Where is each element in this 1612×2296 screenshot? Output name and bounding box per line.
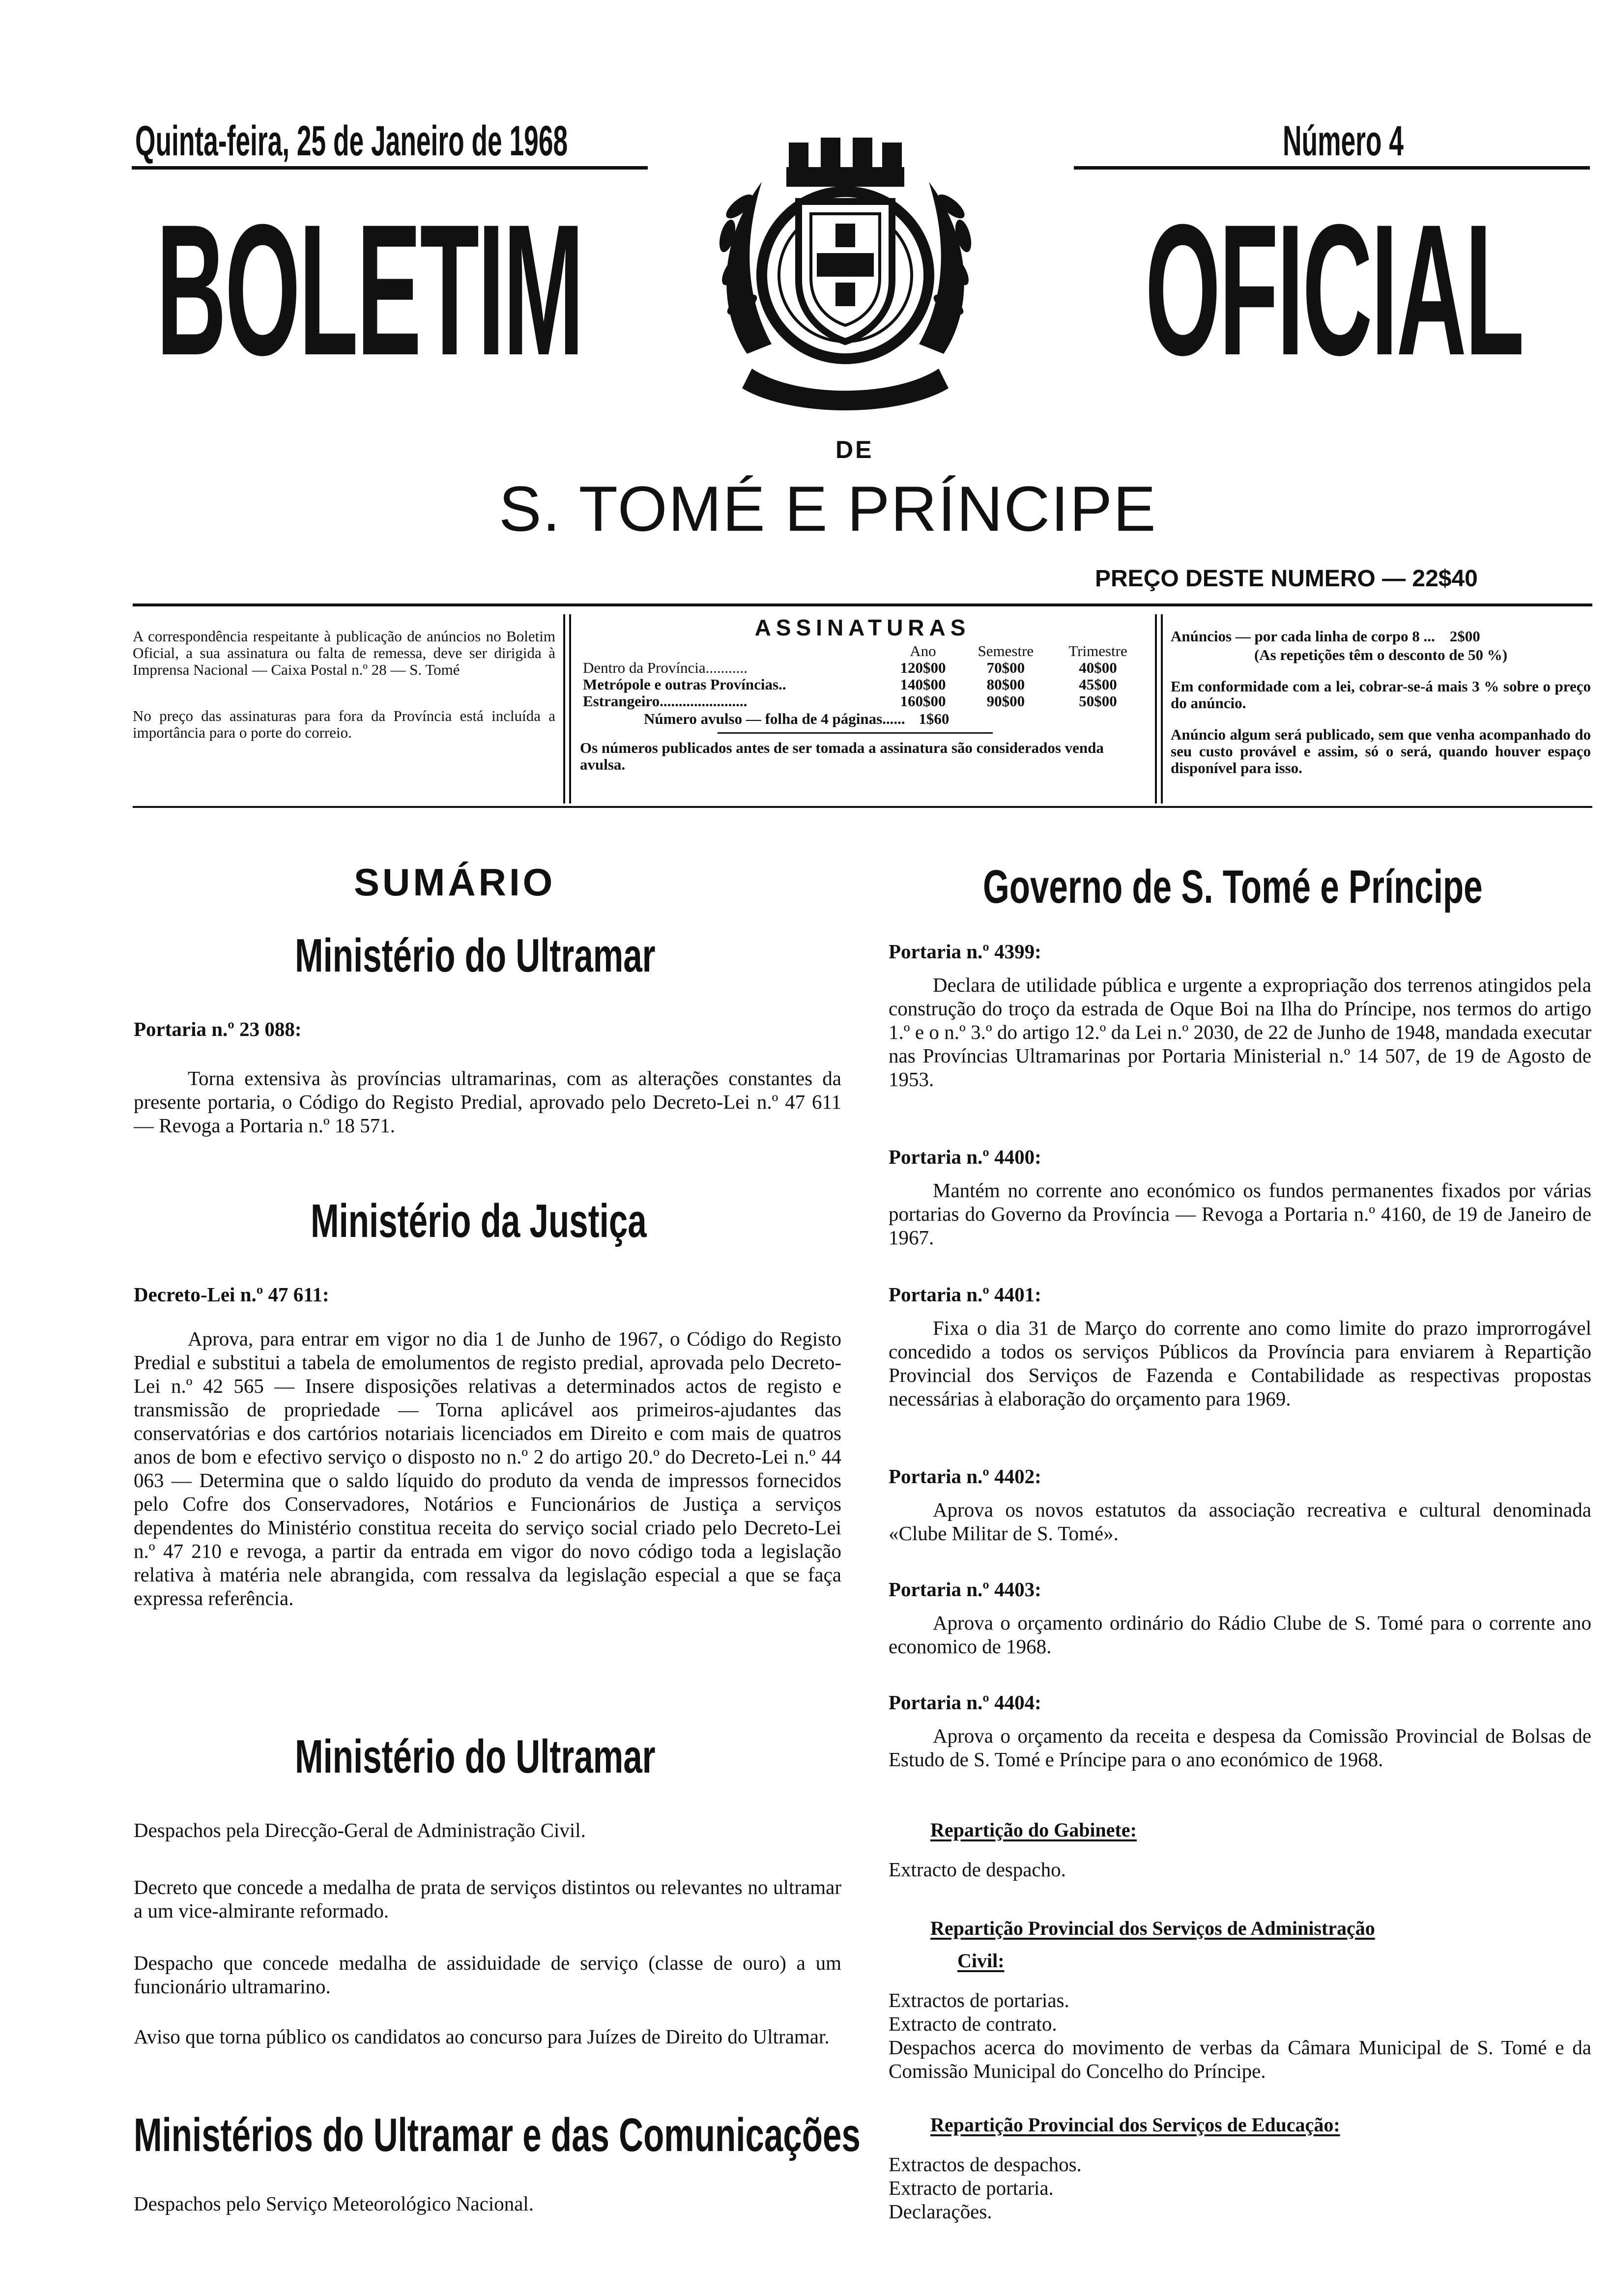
row-value: 80$00 xyxy=(986,676,1025,693)
issue-date: Quinta-feira, 25 de Janeiro de 1968 xyxy=(135,117,568,165)
subscriptions-title: ASSINATURAS xyxy=(754,615,971,640)
info-divider-2 xyxy=(1155,614,1157,804)
portaria-4399-label: Portaria n.º 4399: xyxy=(889,940,1041,963)
info-bottom-rule xyxy=(133,806,1592,808)
portaria-4404-label: Portaria n.º 4404: xyxy=(889,1691,1041,1714)
rep-administracao-item-2: Extracto de contrato. xyxy=(889,2012,1057,2035)
subscriptions-table xyxy=(580,643,1145,710)
coat-of-arms-emblem xyxy=(688,123,1003,418)
number-underline xyxy=(1074,166,1590,170)
rep-administracao-title-2: Civil: xyxy=(957,1950,1005,1972)
rep-gabinete-title: Repartição do Gabinete: xyxy=(930,1819,1137,1841)
portaria-23088-label: Portaria n.º 23 088: xyxy=(134,1018,302,1040)
issue-number: Número 4 xyxy=(1283,117,1404,165)
portaria-4400-label: Portaria n.º 4400: xyxy=(889,1146,1041,1168)
portaria-4402-text: Aprova os novos estatutos da associação recreativa e cultural denominada «Clube Militar de S. Tomé». xyxy=(889,1498,1591,1545)
date-underline xyxy=(132,166,648,170)
governo-title: Governo de S. Tomé e Príncipe xyxy=(983,861,1483,913)
info-right xyxy=(1171,628,1591,776)
row-value: 120$00 xyxy=(900,659,946,676)
rep-gabinete-item: Extracto de despacho. xyxy=(889,1858,1066,1881)
de-label: DE xyxy=(835,436,874,463)
subscriptions-note: Os números publicados antes de ser tomada a assinatura são considerados venda avulsa. xyxy=(580,739,1104,773)
row-value: 90$00 xyxy=(986,692,1025,710)
info-left-correspondence: A correspondência respeitante à publicação de anúncios no Boletim Oficial, a sua assinatura ou falta de remessa, deve ser dirigida à Imprensa Nacional — Caixa Postal n.º 28 — S. Tomé xyxy=(133,628,555,678)
row-label: Dentro da Província........... xyxy=(583,659,748,676)
info-left xyxy=(133,628,555,741)
ultramar-item-2: Decreto que concede a medalha de prata de serviços distintos ou relevantes no ultramar a um vice-almirante reformado. xyxy=(134,1876,841,1922)
ad-tax-note: Em conformidade com a lei, cobrar-se-á mais 3 % sobre o preço do anúncio. xyxy=(1171,678,1591,712)
row-value: 50$00 xyxy=(1079,692,1117,710)
portaria-4401-text: Fixa o dia 31 de Março do corrente ano como limite do prazo improrrogável concedido a todos os serviços Públicos da Província para enviarem à Repartição Provincial dos Serviços de Fazenda e Contabilidade as respectivas propostas necessárias à elaboração do orçamento para 1969. xyxy=(889,1317,1591,1410)
portaria-23088-text: Torna extensiva às províncias ultramarinas, com as alterações constantes da presente portaria, o Código do Registo Predial, aprovado pelo Decreto-Lei n.º 47 611 — Revoga a Portaria n.º 18 571. xyxy=(134,1067,841,1137)
header-rule xyxy=(133,603,1592,606)
row-label: Metrópole e outras Províncias.. xyxy=(583,676,786,693)
ultramar-item-4: Aviso que torna público os candidatos ao concurso para Juízes de Direito do Ultramar. xyxy=(134,2025,830,2048)
portaria-4401-label: Portaria n.º 4401: xyxy=(889,1283,1041,1306)
info-divider-1b xyxy=(569,614,571,804)
info-left-postage: No preço das assinaturas para fora da Província está incluída a importância para o porte do correio. xyxy=(133,707,555,741)
table-row xyxy=(580,676,1145,693)
ministry-ultramar-title: Ministério do Ultramar xyxy=(295,929,656,982)
rep-educacao-title: Repartição Provincial dos Serviços de Educação: xyxy=(930,2114,1340,2136)
rep-educacao-item-1: Extractos de despachos. xyxy=(889,2153,1082,2176)
col-semestre: Semestre xyxy=(978,642,1034,660)
rep-administracao-item-1: Extractos de portarias. xyxy=(889,1989,1069,2011)
ministry-ultramar-2-title: Ministério do Ultramar xyxy=(295,1730,656,1783)
portaria-4402-label: Portaria n.º 4402: xyxy=(889,1465,1041,1488)
portaria-4399-text: Declara de utilidade pública e urgente a expropriação dos terrenos atingidos pela construção do troço da estrada de Oque Boi na Ilha do Príncipe, nos termos do artigo 1.º e o n.º 3.º do artigo 12.º da Lei n.º 2030, de 22 de Junho de 1948, mandada executar nas Províncias Ultramarinas por Portaria Ministerial n.º 14 507, de 19 de Agosto de 1953. xyxy=(889,974,1591,1091)
ad-rate-price: 2$00 xyxy=(1449,628,1480,645)
ultramar-item-1: Despachos pela Direcção-Geral de Administração Civil. xyxy=(134,1819,586,1841)
subscriptions-rule xyxy=(718,732,993,734)
row-value: 160$00 xyxy=(900,692,946,710)
rep-administracao-item-3: Despachos acerca do movimento de verbas da Câmara Municipal de S. Tomé e da Comissão Municipal do Concelho do Príncipe. xyxy=(889,2036,1591,2082)
title-boletim: BOLETIM xyxy=(156,185,583,394)
rep-educacao-item-3: Declarações. xyxy=(889,2200,992,2223)
table-row xyxy=(580,693,1145,710)
ministerios-comunicacoes-title: Ministérios do Ultramar e das Comunicações xyxy=(134,2109,861,2161)
ad-repetition-note: (As repetições têm o desconto de 50 %) xyxy=(1254,646,1508,663)
decreto-lei-47611-label: Decreto-Lei n.º 47 611: xyxy=(134,1283,329,1306)
avulso-price: 1$60 xyxy=(919,710,950,727)
title-oficial: OFICIAL xyxy=(1145,185,1523,394)
ad-payment-note: Anúncio algum será publicado, sem que venha acompanhado do seu custo provável e assim, só o será, quando houver espaço disponível para isso. xyxy=(1171,726,1591,776)
comunicacoes-item: Despachos pelo Serviço Meteorológico Nacional. xyxy=(134,2192,534,2215)
rep-educacao-item-2: Extracto de portaria. xyxy=(889,2177,1054,2199)
territory-title: S. TOMÉ E PRÍNCIPE xyxy=(499,473,1157,545)
portaria-4403-label: Portaria n.º 4403: xyxy=(889,1578,1041,1601)
price-line: PREÇO DESTE NUMERO — 22$40 xyxy=(1095,566,1478,592)
portaria-4404-text: Aprova o orçamento da receita e despesa da Comissão Provincial de Bolsas de Estudo de S. Tomé e Príncipe para o ano económico de 1968. xyxy=(889,1724,1591,1771)
row-value: 40$00 xyxy=(1079,659,1117,676)
ministry-justica-title: Ministério da Justiça xyxy=(311,1195,647,1247)
portaria-4400-text: Mantém no corrente ano económico os fundos permanentes fixados por várias portarias do Governo da Província — Revoga a Portaria n.º 4160, de 19 de Janeiro de 1967. xyxy=(889,1179,1591,1249)
col-trimestre: Trimestre xyxy=(1068,642,1127,660)
table-row xyxy=(580,660,1145,676)
decreto-lei-47611-text: Aprova, para entrar em vigor no dia 1 de Junho de 1967, o Código do Registo Predial e substitui a tabela de emolumentos de registo predial, aprovada pelo Decreto-Lei n.º 42 565 — Insere disposições relativas a determinados actos de registo e transmissão de propriedade — Torna aplicável aos primeiros-ajudantes das conservatórias e dos cartórios notariais licenciados em Direito e com mais de quatros anos de bom e efectivo serviço o disposto no n.º 2 do artigo 20.º do Decreto-Lei n.º 44 063 — Determina que o saldo líquido do produto da venda de impressos fornecidos pelo Cofre dos Conservadores, Notários e Funcionários de Justiça a serviços dependentes do Ministério constitua receita do serviço social criado pelo Decreto-Lei n.º 47 210 e revoga, a partir da entrada em vigor do novo código toda a legislação relativa à matéria nele abrangida, com ressalva da legislação especial a que se faça expressa referência. xyxy=(134,1327,841,1609)
subscriptions-box xyxy=(580,614,1145,773)
col-ano: Ano xyxy=(910,642,936,660)
row-label: Estrangeiro....................... xyxy=(583,692,748,710)
row-value: 140$00 xyxy=(900,676,946,693)
rep-administracao-title: Repartição Provincial dos Serviços de Administração xyxy=(930,1917,1375,1939)
avulso-label: Número avulso — folha de 4 páginas...... xyxy=(644,710,905,727)
info-divider-1 xyxy=(563,614,565,804)
row-value: 70$00 xyxy=(986,659,1025,676)
row-value: 45$00 xyxy=(1079,676,1117,693)
ad-rate-label: Anúncios — por cada linha de corpo 8 ... xyxy=(1171,628,1435,645)
info-divider-2b xyxy=(1161,614,1163,804)
portaria-4403-text: Aprova o orçamento ordinário do Rádio Clube de S. Tomé para o corrente ano economico de 1968. xyxy=(889,1611,1591,1658)
ultramar-item-3: Despacho que concede medalha de assiduidade de serviço (classe de ouro) a um funcionário ultramarino. xyxy=(134,1952,841,1998)
sumario-heading: SUMÁRIO xyxy=(354,861,556,904)
